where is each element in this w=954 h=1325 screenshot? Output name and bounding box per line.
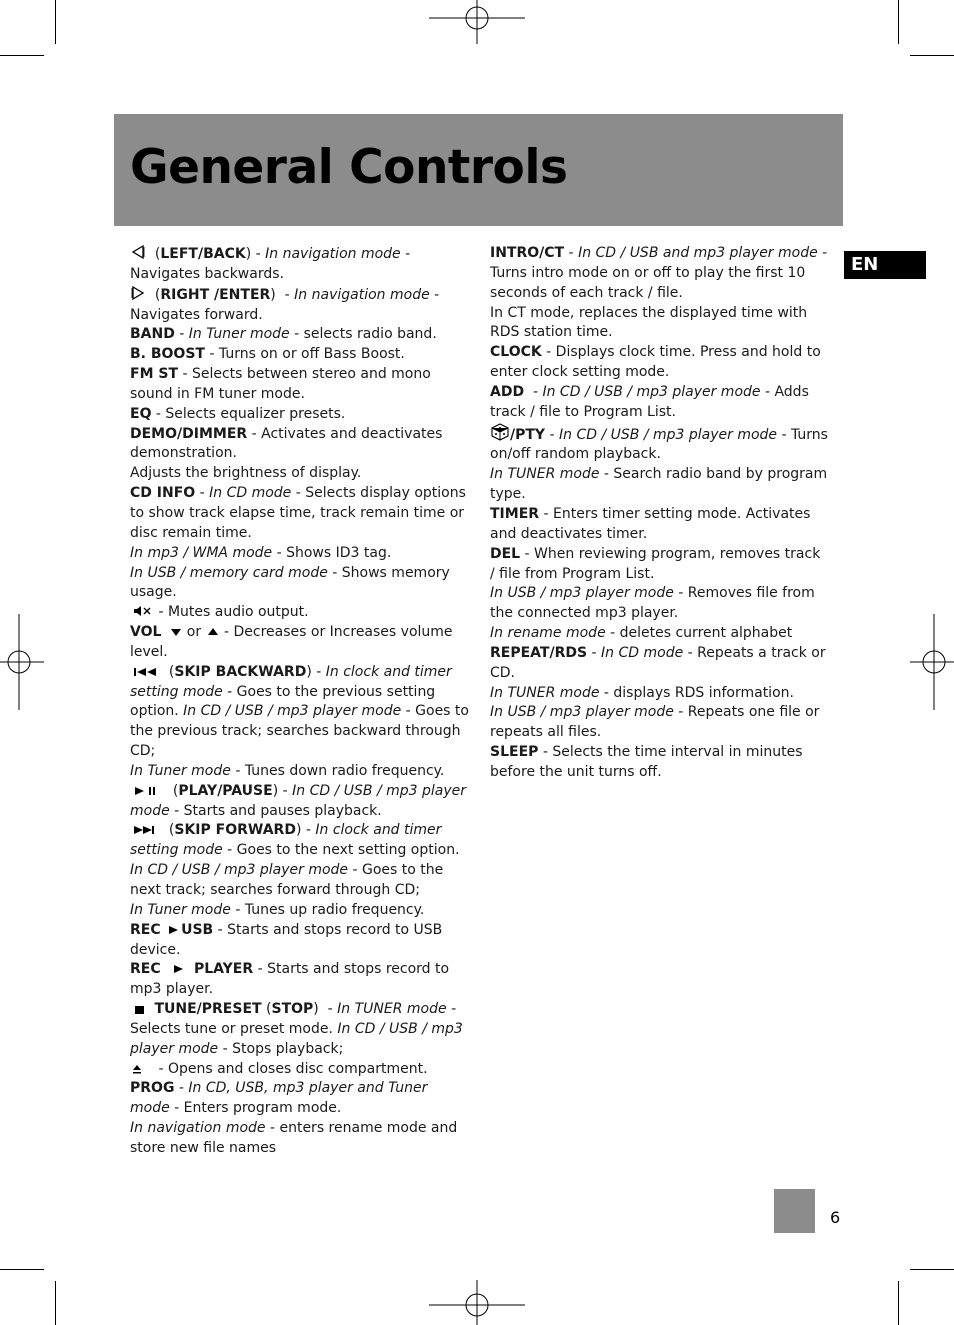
- play-icon: [170, 963, 190, 975]
- play-icon: [165, 924, 181, 936]
- mute-icon: [130, 604, 154, 618]
- page-number: 6: [830, 1208, 841, 1227]
- crop-mark: [898, 1281, 899, 1325]
- crop-mark: [910, 1269, 954, 1270]
- entry-rec-player: REC PLAYER - Starts and stops record to mp3 player.: [130, 961, 450, 998]
- entry-clock: CLOCK - Displays clock time. Press and hold to enter clock setting mode.: [490, 344, 821, 381]
- entry-right-enter: (RIGHT /ENTER) - In navigation mode - Navigates forward.: [130, 286, 440, 323]
- entry-eq: EQ - Selects equalizer presets.: [130, 405, 346, 422]
- left-arrow-icon: [130, 244, 146, 260]
- entry-tune-preset: TUNE/PRESET (STOP) - In TUNER mode - Selects tune or preset mode. In CD / USB / mp3 player mode - Stops playback;: [130, 1001, 463, 1057]
- entry-left-back: (LEFT/BACK) - In navigation mode - Navigates backwards.: [130, 246, 411, 282]
- entry-vol: VOL or - Decreases or Increases volume level.: [130, 624, 453, 660]
- volume-up-icon: [206, 626, 220, 638]
- page-number-box: [774, 1189, 815, 1233]
- entry-intro-ct-2: In CT mode, replaces the displayed time with RDS station time.: [490, 304, 808, 341]
- entry-del-rename: In rename mode - deletes current alphabet: [490, 625, 793, 642]
- crop-mark: [898, 0, 899, 44]
- left-column: [130, 244, 470, 1159]
- skip-backward-icon: [130, 666, 160, 678]
- volume-down-icon: [170, 626, 182, 638]
- entry-repeat-rds: REPEAT/RDS - In CD mode - Repeats a track or CD.: [490, 644, 826, 681]
- entry-skip-forward-tuner: In Tuner mode - Tunes up radio frequency.: [130, 901, 425, 918]
- entry-mute: - Mutes audio output.: [130, 603, 470, 623]
- entry-pty-tuner: In TUNER mode - Search radio band by program type.: [490, 466, 828, 503]
- entry-demo-dimmer: DEMO/DIMMER - Activates and deactivates demonstration.: [130, 425, 443, 462]
- right-arrow-icon: [130, 285, 146, 301]
- registration-mark-top: [427, 0, 527, 46]
- entry-cd-info: CD INFO - In CD mode - Selects display options to show track elapse time, track remain time or disc remain time.: [130, 485, 466, 541]
- skip-forward-icon: [130, 824, 160, 836]
- entry-skip-forward: (SKIP FORWARD) - In clock and timer setting mode - Goes to the next setting option. In CD / USB / mp3 player mode - Goes to the next track; searches forward through CD;: [130, 822, 460, 898]
- entry-prog-navigation: In navigation mode - enters rename mode and store new file names: [130, 1120, 458, 1156]
- entry-bboost: B. BOOST - Turns on or off Bass Boost.: [130, 346, 405, 363]
- crop-mark: [55, 0, 56, 44]
- entry-intro-ct: INTRO/CT - In CD / USB and mp3 player mode - Turns intro mode on or off to play the first 10 seconds of each track / file.: [490, 245, 828, 301]
- entry-fmst: FM ST - Selects between stereo and mono sound in FM tuner mode.: [130, 366, 431, 402]
- entry-del-usb: In USB / mp3 player mode - Removes file from the connected mp3 player.: [490, 585, 815, 622]
- registration-mark-left: [0, 614, 46, 710]
- crop-mark: [0, 55, 44, 56]
- registration-mark-right: [908, 614, 954, 710]
- entry-prog: PROG - In CD, USB, mp3 player and Tuner mode - Enters program mode.: [130, 1080, 428, 1117]
- crop-mark: [0, 1269, 44, 1270]
- entry-repeat-tuner: In TUNER mode - displays RDS information.: [490, 684, 794, 701]
- entry-demo-dimmer-2: Adjusts the brightness of display.: [130, 465, 362, 482]
- eject-icon: [130, 1063, 154, 1075]
- page-title: General Controls: [130, 140, 568, 195]
- entry-add: ADD - In CD / USB / mp3 player mode - Adds track / file to Program List.: [490, 383, 809, 420]
- entry-eject: - Opens and closes disc compartment.: [130, 1060, 470, 1080]
- entry-skip-backward: (SKIP BACKWARD) - In clock and timer setting mode - Goes to the previous setting option. In CD / USB / mp3 player mode - Goes to the previous track; searches backward through CD;: [130, 663, 469, 760]
- entry-skip-backward-tuner: In Tuner mode - Tunes down radio frequency.: [130, 762, 445, 779]
- entry-band: BAND - In Tuner mode - selects radio band.: [130, 326, 437, 343]
- entry-pty: /PTY - In CD / USB / mp3 player mode - Turns on/off random playback.: [490, 423, 828, 466]
- random-dice-icon: [490, 423, 510, 441]
- stop-icon: [130, 1003, 150, 1015]
- entry-cd-info-usb: In USB / memory card mode - Shows memory usage.: [130, 564, 450, 601]
- right-column: [490, 244, 828, 783]
- crop-mark: [910, 55, 954, 56]
- language-tab: [844, 251, 926, 279]
- entry-repeat-usb: In USB / mp3 player mode - Repeats one file or repeats all files.: [490, 704, 820, 741]
- play-pause-icon: [130, 785, 164, 797]
- entry-play-pause: (PLAY/PAUSE) - In CD / USB / mp3 player mode - Starts and pauses playback.: [130, 782, 466, 819]
- entry-timer: TIMER - Enters timer setting mode. Activates and deactivates timer.: [490, 505, 811, 542]
- entry-cd-info-mp3: In mp3 / WMA mode - Shows ID3 tag.: [130, 544, 392, 561]
- registration-mark-bottom: [427, 1280, 527, 1325]
- language-tab-label: EN: [851, 254, 879, 275]
- crop-mark: [55, 1281, 56, 1325]
- entry-sleep: SLEEP - Selects the time interval in minutes before the unit turns off.: [490, 744, 803, 780]
- entry-del: DEL - When reviewing program, removes track / file from Program List.: [490, 545, 821, 582]
- entry-rec-usb: REC USB - Starts and stops record to USB device.: [130, 921, 443, 958]
